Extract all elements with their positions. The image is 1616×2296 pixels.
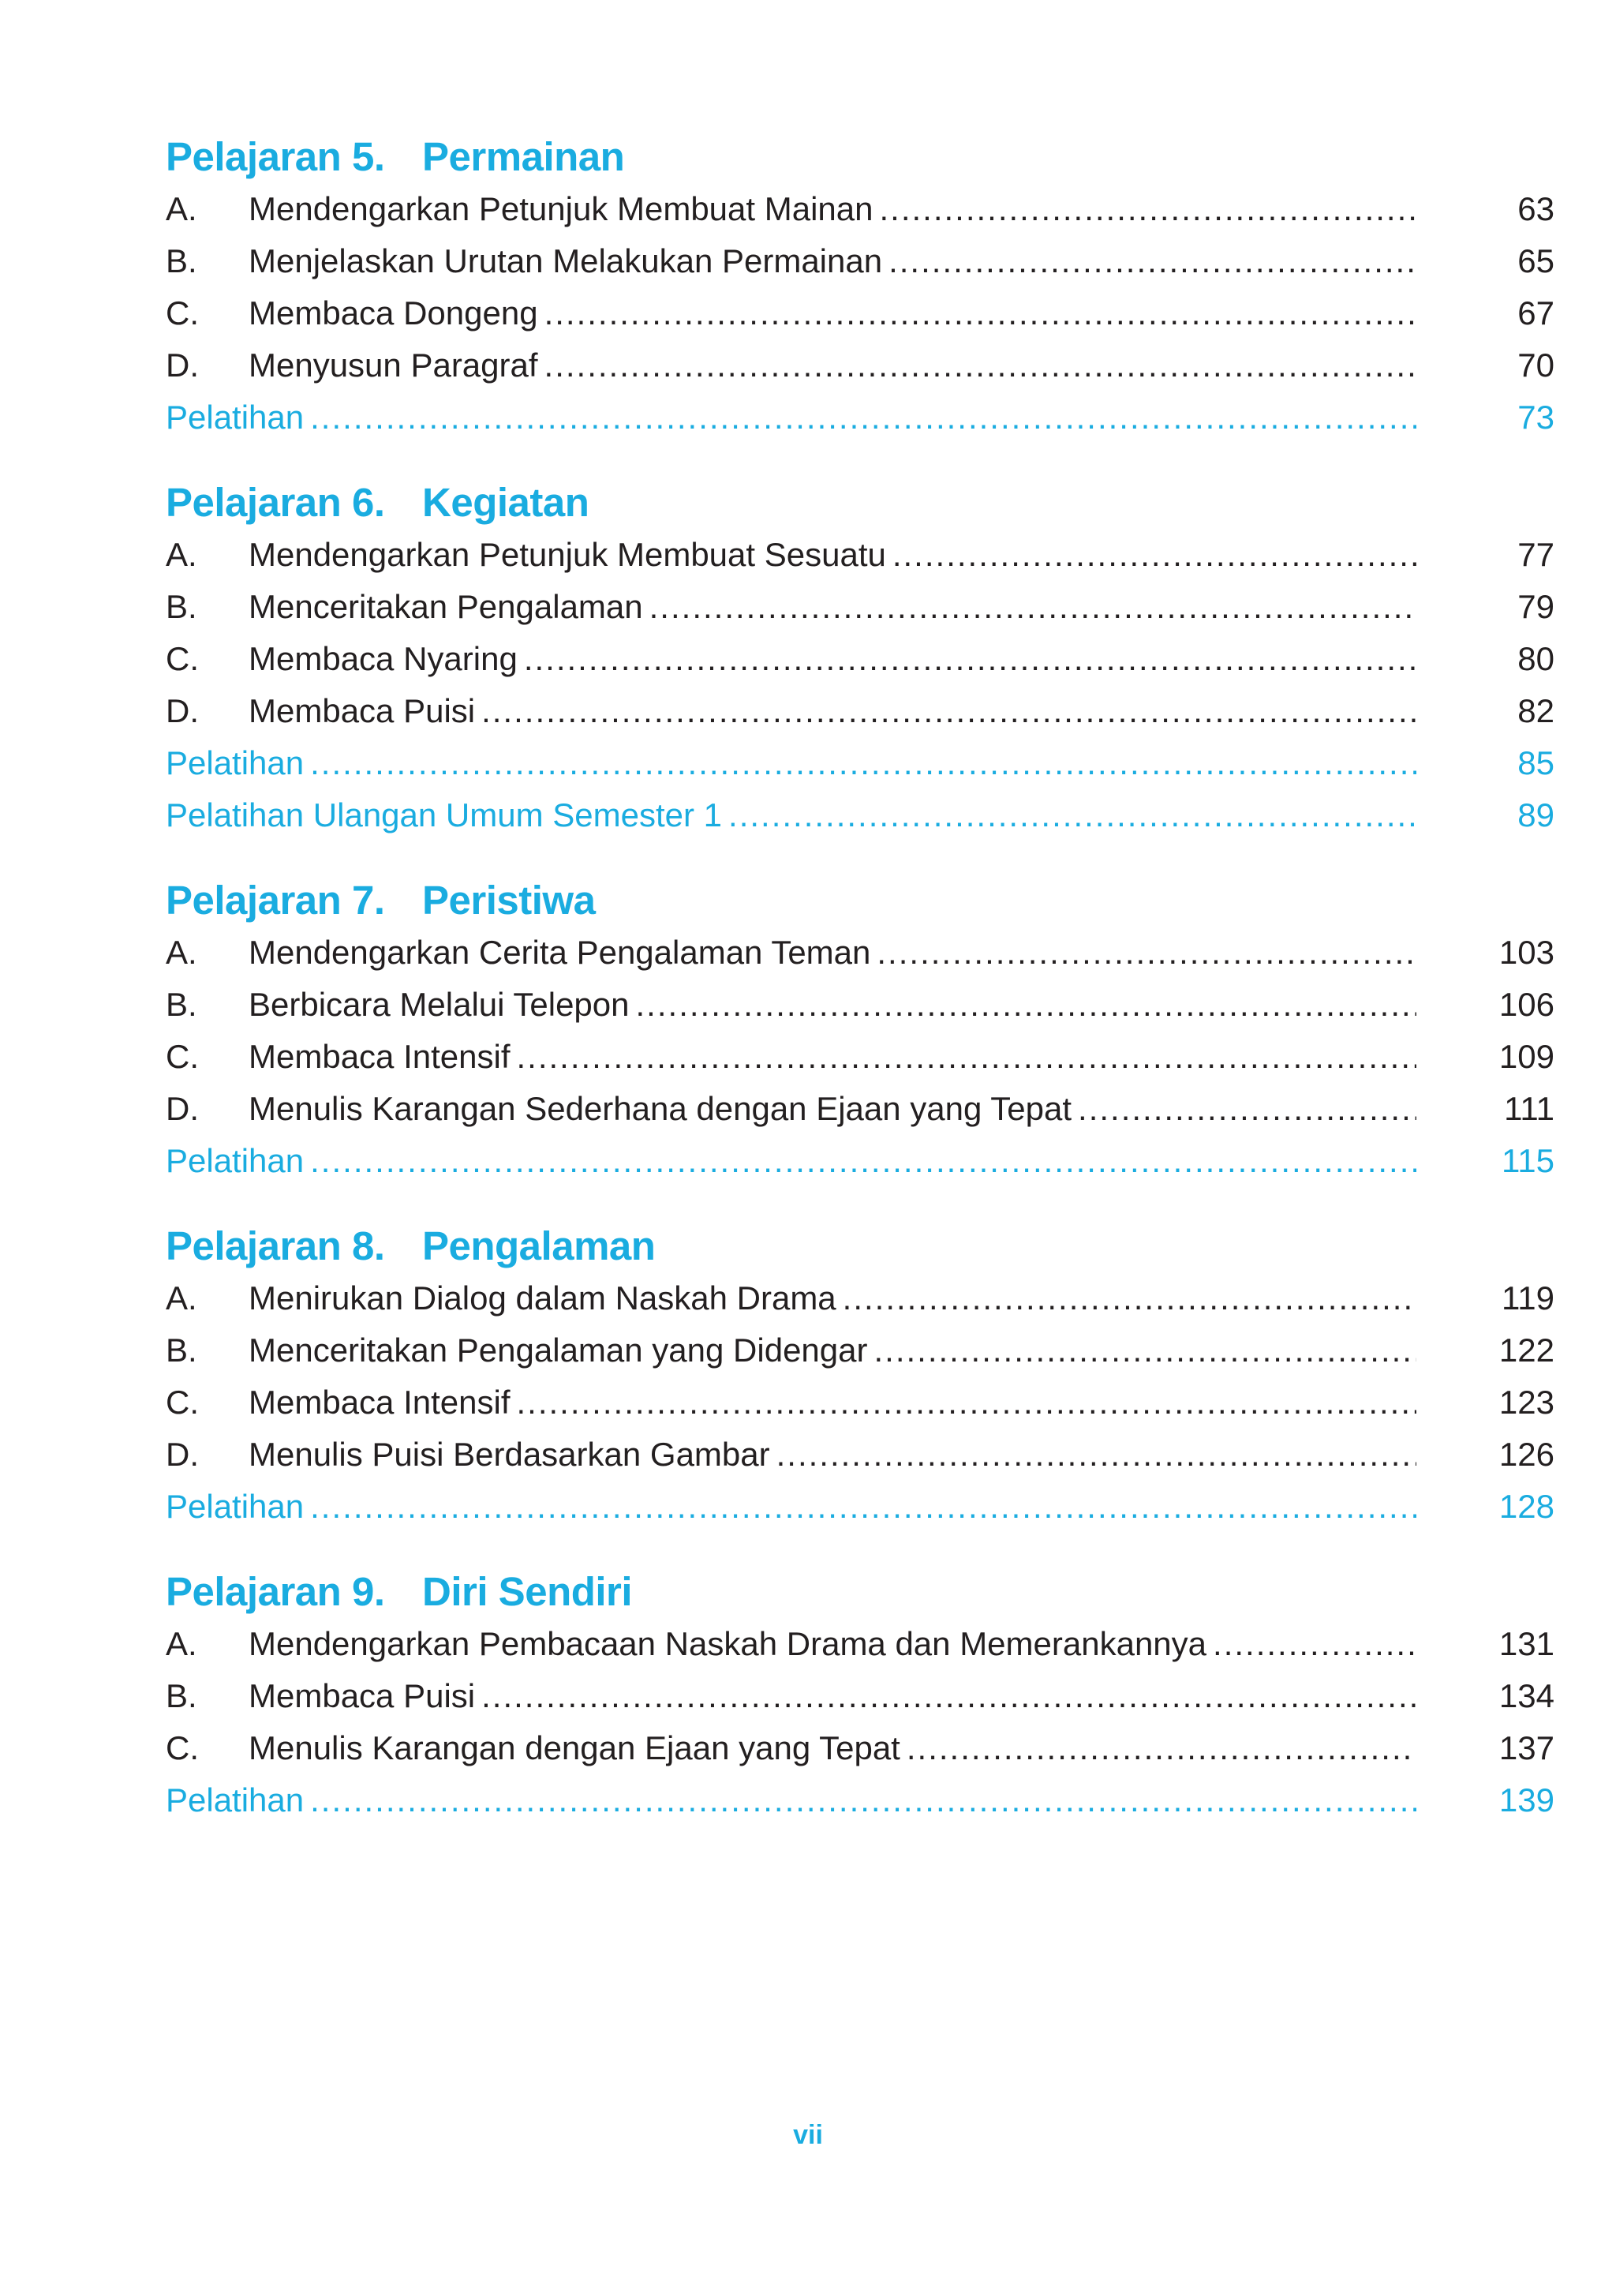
entry-page-number: 85 — [1517, 744, 1554, 781]
toc-entry — [166, 529, 1554, 581]
entry-title-wrap — [249, 1324, 1416, 1376]
lesson-section — [166, 875, 1554, 1187]
entry-page-number: 122 — [1498, 1332, 1554, 1369]
entry-title-wrap — [249, 1083, 1416, 1135]
entry-title: Mendengarkan Cerita Pengalaman Teman — [249, 934, 871, 971]
entry-title: Menceritakan Pengalaman — [249, 588, 643, 625]
entry-title-wrap — [249, 287, 1416, 339]
toc-entry — [166, 685, 1554, 737]
entry-title: Mendengarkan Pembacaan Naskah Drama dan Memerankannya — [249, 1625, 1207, 1662]
entry-letter: C. — [166, 1729, 199, 1766]
entry-title: Membaca Puisi — [249, 692, 476, 729]
entry-page-number: 73 — [1517, 399, 1554, 436]
table-of-contents — [166, 131, 1554, 1860]
entry-letter: D. — [166, 1090, 199, 1127]
lesson-heading — [166, 875, 1452, 927]
lesson-name: Permainan — [422, 134, 625, 179]
entry-page-number: 109 — [1498, 1038, 1554, 1075]
entry-title: Pelatihan — [166, 1781, 305, 1818]
entry-page-number: 128 — [1498, 1488, 1554, 1525]
entry-page-number: 115 — [1502, 1142, 1554, 1179]
dot-leader — [544, 339, 1416, 391]
dot-leader — [1078, 1083, 1416, 1135]
lesson-label: Pelajaran 9. — [166, 1569, 385, 1614]
entry-title-wrap — [249, 235, 1416, 287]
dot-leader — [517, 1031, 1417, 1083]
entry-letter: C. — [166, 1038, 199, 1075]
dot-leader — [1213, 1618, 1416, 1670]
dot-leader — [649, 581, 1416, 633]
entry-page-number: 137 — [1498, 1729, 1554, 1766]
toc-entry — [166, 1083, 1554, 1135]
entry-page-number: 106 — [1498, 986, 1554, 1023]
entry-title-wrap — [249, 1272, 1416, 1324]
page-number: vii — [793, 2120, 823, 2150]
entry-title: Pelatihan — [166, 399, 305, 436]
toc-entry — [166, 979, 1554, 1031]
entry-letter: A. — [166, 1625, 197, 1662]
toc-exercise-entry — [166, 1774, 1554, 1826]
entry-title: Membaca Puisi — [249, 1677, 476, 1714]
dot-leader — [517, 1376, 1417, 1429]
entry-title: Pelatihan — [166, 744, 305, 781]
toc-entry — [166, 927, 1554, 979]
entry-title-wrap — [249, 1429, 1416, 1481]
entry-title-wrap — [249, 1722, 1416, 1774]
entry-letter: A. — [166, 1279, 197, 1317]
toc-entry — [166, 1670, 1554, 1722]
entry-title: Menyusun Paragraf — [249, 346, 538, 384]
entry-title: Menceritakan Pengalaman yang Didengar — [249, 1332, 868, 1369]
entry-title: Pelatihan — [166, 1142, 305, 1179]
entry-letter: A. — [166, 934, 197, 971]
entry-page-number: 89 — [1517, 796, 1554, 833]
dot-leader — [877, 927, 1416, 979]
entry-letter: D. — [166, 692, 199, 729]
lesson-section — [166, 131, 1554, 444]
entry-title-wrap — [249, 183, 1416, 235]
lesson-name: Kegiatan — [422, 480, 589, 525]
entry-title: Berbicara Melalui Telepon — [249, 986, 630, 1023]
entry-title-wrap — [166, 1481, 1416, 1533]
toc-entry — [166, 235, 1554, 287]
dot-leader — [888, 235, 1416, 287]
entry-title: Mendengarkan Petunjuk Membuat Mainan — [249, 190, 873, 227]
entry-title-wrap — [249, 979, 1416, 1031]
lesson-name: Pengalaman — [422, 1223, 656, 1268]
toc-exercise-entry — [166, 789, 1554, 841]
entry-title: Membaca Dongeng — [249, 294, 538, 331]
toc-entry — [166, 1618, 1554, 1670]
toc-exercise-entry — [166, 1481, 1554, 1533]
lesson-section — [166, 1220, 1554, 1533]
entry-letter: C. — [166, 640, 199, 677]
entry-page-number: 134 — [1498, 1677, 1554, 1714]
entry-title-wrap — [249, 1376, 1416, 1429]
entry-letter: D. — [166, 1436, 199, 1473]
toc-exercise-entry — [166, 1135, 1554, 1187]
toc-entry — [166, 339, 1554, 391]
toc-exercise-entry — [166, 391, 1554, 444]
entry-page-number: 79 — [1517, 588, 1554, 625]
toc-entry — [166, 1324, 1554, 1376]
entry-title: Pelatihan Ulangan Umum Semester 1 — [166, 796, 723, 833]
dot-leader — [481, 685, 1416, 737]
dot-leader — [874, 1324, 1417, 1376]
entry-title-wrap — [166, 391, 1416, 444]
lesson-heading — [166, 131, 1452, 183]
dot-leader — [310, 391, 1416, 444]
entry-letter: C. — [166, 1384, 199, 1421]
entry-page-number: 139 — [1498, 1781, 1554, 1818]
toc-entry — [166, 1376, 1554, 1429]
entry-letter: A. — [166, 190, 197, 227]
entry-letter: B. — [166, 1332, 197, 1369]
entry-page-number: 123 — [1498, 1384, 1554, 1421]
entry-title-wrap — [166, 1774, 1416, 1826]
dot-leader — [524, 633, 1416, 685]
entry-page-number: 80 — [1517, 640, 1554, 677]
dot-leader — [544, 287, 1416, 339]
dot-leader — [310, 1481, 1416, 1533]
toc-entry — [166, 1429, 1554, 1481]
entry-letter: B. — [166, 242, 197, 279]
dot-leader — [310, 737, 1416, 789]
entry-title: Pelatihan — [166, 1488, 305, 1525]
dot-leader — [636, 979, 1416, 1031]
dot-leader — [728, 789, 1416, 841]
entry-title: Menulis Puisi Berdasarkan Gambar — [249, 1436, 770, 1473]
entry-title: Membaca Intensif — [249, 1038, 511, 1075]
entry-page-number: 67 — [1517, 294, 1554, 331]
toc-entry — [166, 1031, 1554, 1083]
entry-title-wrap — [166, 789, 1416, 841]
entry-letter: D. — [166, 346, 199, 384]
lesson-heading — [166, 477, 1452, 529]
dot-leader — [776, 1429, 1416, 1481]
entry-page-number: 103 — [1498, 934, 1554, 971]
dot-leader — [310, 1774, 1416, 1826]
entry-page-number: 70 — [1517, 346, 1554, 384]
dot-leader — [892, 529, 1416, 581]
entry-letter: B. — [166, 1677, 197, 1714]
entry-page-number: 63 — [1517, 190, 1554, 227]
lesson-heading — [166, 1220, 1452, 1272]
dot-leader — [310, 1135, 1416, 1187]
entry-title-wrap — [249, 633, 1416, 685]
lesson-label: Pelajaran 6. — [166, 480, 385, 525]
lesson-label: Pelajaran 7. — [166, 878, 385, 923]
entry-title-wrap — [249, 581, 1416, 633]
entry-page-number: 65 — [1517, 242, 1554, 279]
entry-page-number: 111 — [1504, 1090, 1554, 1127]
entry-page-number: 126 — [1498, 1436, 1554, 1473]
lesson-name: Peristiwa — [422, 878, 596, 923]
entry-title-wrap — [249, 1031, 1416, 1083]
entry-page-number: 77 — [1517, 536, 1554, 573]
toc-entry — [166, 183, 1554, 235]
entry-title-wrap — [249, 1670, 1416, 1722]
lesson-heading — [166, 1566, 1452, 1618]
lesson-label: Pelajaran 5. — [166, 134, 385, 179]
toc-entry — [166, 1272, 1554, 1324]
entry-title: Menjelaskan Urutan Melakukan Permainan — [249, 242, 883, 279]
entry-title: Menulis Karangan dengan Ejaan yang Tepat — [249, 1729, 900, 1766]
entry-title-wrap — [249, 927, 1416, 979]
toc-entry — [166, 633, 1554, 685]
entry-letter: A. — [166, 536, 197, 573]
entry-title: Menulis Karangan Sederhana dengan Ejaan yang Tepat — [249, 1090, 1072, 1127]
toc-entry — [166, 581, 1554, 633]
entry-title-wrap — [249, 339, 1416, 391]
dot-leader — [879, 183, 1416, 235]
toc-entry — [166, 287, 1554, 339]
lesson-section — [166, 1566, 1554, 1826]
entry-title-wrap — [166, 737, 1416, 789]
entry-title-wrap — [166, 1135, 1416, 1187]
entry-title-wrap — [249, 1618, 1416, 1670]
dot-leader — [481, 1670, 1416, 1722]
entry-letter: C. — [166, 294, 199, 331]
entry-letter: B. — [166, 986, 197, 1023]
lesson-label: Pelajaran 8. — [166, 1223, 385, 1268]
dot-leader — [843, 1272, 1416, 1324]
entry-letter: B. — [166, 588, 197, 625]
entry-title: Mendengarkan Petunjuk Membuat Sesuatu — [249, 536, 886, 573]
lesson-section — [166, 477, 1554, 841]
entry-page-number: 82 — [1517, 692, 1554, 729]
entry-page-number: 131 — [1498, 1625, 1554, 1662]
entry-title: Menirukan Dialog dalam Naskah Drama — [249, 1279, 836, 1317]
dot-leader — [907, 1722, 1416, 1774]
toc-exercise-entry — [166, 737, 1554, 789]
entry-title-wrap — [249, 529, 1416, 581]
entry-title: Membaca Nyaring — [249, 640, 518, 677]
toc-entry — [166, 1722, 1554, 1774]
lesson-name: Diri Sendiri — [422, 1569, 633, 1614]
entry-title-wrap — [249, 685, 1416, 737]
entry-page-number: 119 — [1502, 1279, 1554, 1317]
entry-title: Membaca Intensif — [249, 1384, 511, 1421]
